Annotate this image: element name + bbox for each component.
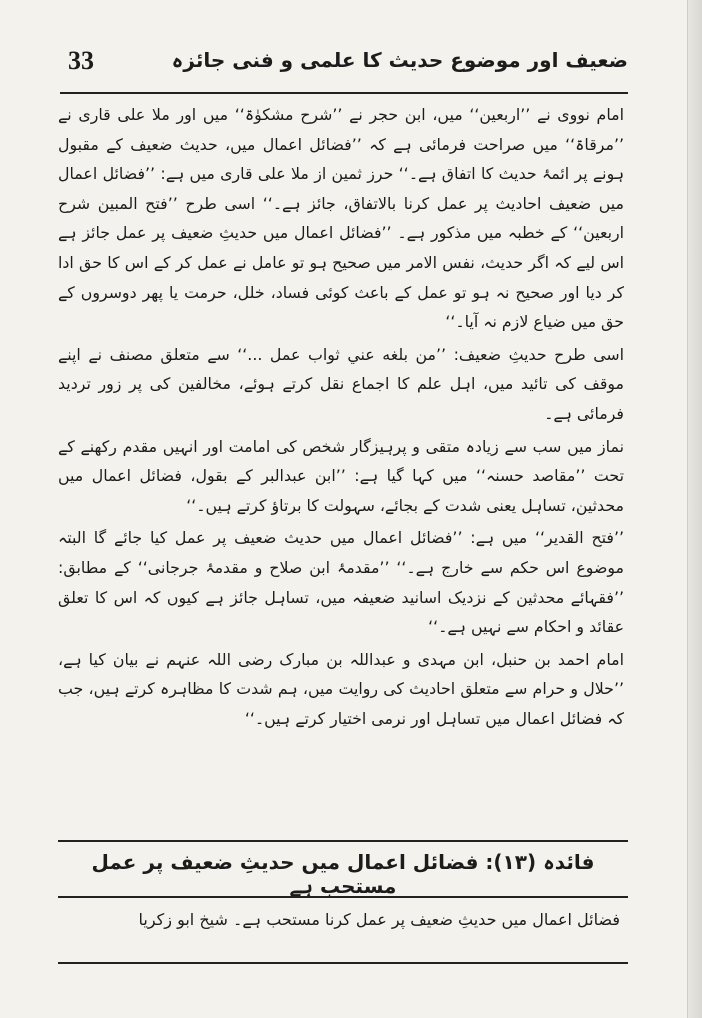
paragraph-4: ’’فتح القدیر‘‘ میں ہے: ’’فضائل اعمال میں حدیث ضعیف پر عمل کیا جائے گا البتہ موضوع اس حکم سے خارج ہے۔‘‘ ’’مقدمۂ ابن صلاح و مقدمۂ جرجانی‘‘ کے مطابق: ’’فقہائے محدثین کے نزدیک اسانید ضعیفہ میں، تساہل جائز ہے کیوں کہ اس کا تعلق عقائد و احکام سے نہیں ہے۔‘‘ (58, 528, 624, 637)
fawaid-box (58, 840, 628, 970)
page-edge (687, 0, 702, 1018)
body-text (58, 100, 624, 736)
paragraph-5: امام احمد بن حنبل، ابن مہدی و عبداللہ بن مبارک رضی اللہ عنہم نے بیان کیا ہے، ’’حلال و حرام سے متعلق احادیث کی روایت میں، ہم شدت کا مظاہرہ کرتے ہیں، جب کہ فضائل اعمال میں تساہل اور نرمی اختیار کرتے ہیں۔‘‘ (58, 649, 624, 728)
page-number: 33 (68, 46, 94, 75)
divider (58, 840, 628, 842)
divider (58, 896, 628, 898)
running-title: ضعیف اور موضوع حدیث کا علمی و فنی جائزہ (171, 48, 628, 72)
fawaid-note: فضائل اعمال میں حدیثِ ضعیف پر عمل کرنا مستحب ہے۔ شیخ ابو زکریا (138, 910, 620, 929)
fawaid-heading: فائدہ (۱۳): فضائل اعمال میں حدیثِ ضعیف پر عمل مستحب ہے (91, 850, 595, 898)
header-rule (60, 92, 628, 94)
paragraph-1: امام نووی نے ’’اربعین‘‘ میں، ابن حجر نے ’’شرح مشکوٰۃ‘‘ میں اور ملا علی قاری نے ’’مرقاۃ‘‘ میں صراحت فرمائی ہے کہ ’’فضائل اعمال میں، حدیث ضعیف کے مقبول ہونے پر ائمۂ حدیث کا اتفاق ہے۔‘‘ حرز ثمین از ملا علی قاری میں ہے: ’’فضائل اعمال میں ضعیف احادیث پر عمل کرنا بالاتفاق، جائز ہے۔‘‘ اسی طرح ’’فتح المبین شرح اربعین‘‘ کے خطبہ میں مذکور ہے۔ ’’فضائل اعمال میں حدیثِ ضعیف پر عمل جائز ہے اس لیے کہ اگر حدیث، نفس الامر میں صحیح ہو تو عامل نے عمل کر کے اس کا حق ادا کر دیا اور صحیح نہ ہو تو عمل کے باعث کوئی فساد، خلل، حرمت یا پھر دوسروں کے حق میں ضیاع لازم نہ آیا۔‘‘ (58, 105, 624, 332)
divider (58, 962, 628, 964)
paragraph-3: نماز میں سب سے زیادہ متقی و پرہیزگار شخص کی امامت اور انہیں مقدم رکھنے کے تحت ’’مقاصد حسنہ‘‘ میں کہا گیا ہے: ’’ابن عبدالبر کے بقول، فضائل اعمال میں محدثین، تساہل یعنی شدت کے بجائے، سہولت کا برتاؤ کرتے ہیں۔‘‘ (58, 436, 624, 515)
paragraph-2: اسی طرح حدیثِ ضعیف: ’’من بلغه عني ثواب عمل ...‘‘ سے متعلق مصنف نے اپنے موقف کی تائید میں، اہل علم کا اجماع نقل کرتے ہوئے، مخالفین کی پر زور تردید فرمائی ہے۔ (58, 344, 624, 423)
page-header (60, 38, 628, 94)
